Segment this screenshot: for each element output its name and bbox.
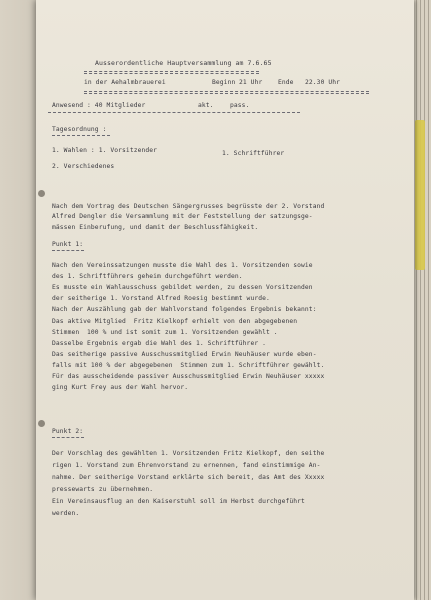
punkt1-line: Für das ausscheidende passiver Ausschussmitglied Erwin Neuhäuser xxxxx	[52, 373, 325, 380]
punkt2-line: rigen 1. Vorstand zum Ehrenvorstand zu ernennen, fand einstimmige An-	[52, 462, 321, 469]
punkt2-line: werden.	[52, 510, 80, 517]
punkt1-line: ging Kurt Frey aus der Wahl hervor.	[52, 384, 189, 391]
agenda-underline	[52, 135, 110, 136]
meeting-title: Ausserordentliche Hauptversammlung am 7.6.65	[95, 59, 272, 67]
punkt1-line: Nach den Vereinssatzungen musste die Wahl des 1. Vorsitzenden sowie	[52, 262, 313, 269]
agenda-item-2: 2. Verschiedenes	[52, 163, 115, 170]
title-underline	[84, 73, 259, 74]
punkt2-underline	[52, 437, 84, 438]
end-time: 22.30 Uhr	[305, 79, 341, 86]
agenda-item-1: 1. Wahlen : 1. Vorsitzender	[52, 147, 158, 154]
punkt2-line: nahme. Der seitherige Vorstand erklärte sich bereit, das Amt des Xxxxx	[52, 474, 325, 481]
punkt2-line: Ein Vereinsausflug an den Kaiserstuhl soll im Herbst durchgeführt	[52, 498, 305, 505]
attendance-underline	[48, 112, 300, 113]
punkt1-line: Es musste ein Wahlausschuss gebildet werden, zu dessen Vorsitzenden	[52, 284, 313, 291]
minutes-sheet	[36, 0, 414, 600]
begin-time: 21 Uhr	[239, 79, 263, 86]
attendance-pass: pass.	[230, 102, 250, 109]
agenda-heading: Tagesordnung :	[52, 126, 107, 133]
punkt1-underline	[52, 250, 84, 251]
agenda-item-1b: 1. Schriftführer	[222, 150, 285, 157]
intro-line: mässen Einberufung, und damit der Beschlussfähigkeit.	[52, 224, 259, 231]
header-underline	[84, 93, 369, 94]
punkt1-line: Nach der Auszählung gab der Wahlvorstand folgendes Ergebnis bekannt:	[52, 306, 317, 313]
punkt1-line: falls mit 100 % der abgegebenen Stimmen zum 1. Schriftführer gewählt.	[52, 362, 325, 369]
title-underline	[84, 71, 259, 72]
attendance-text: Anwesend : 40 Mitglieder	[52, 102, 146, 109]
end-label: Ende	[278, 79, 294, 86]
punkt1-line: Stimmen 100 % und ist somit zum 1. Vorsitzenden gewählt .	[52, 329, 278, 336]
punkt2-line: Der Vorschlag des gewählten 1. Vorsitzenden Fritz Kielkopf, den seithe	[52, 450, 325, 457]
meeting-location: in der Aehalmbrauerei	[84, 79, 166, 86]
punkt1-line: des 1. Schriftführers geheim durchgeführt werden.	[52, 273, 243, 280]
punkt1-line: Das aktive Mitglied Fritz Kielkopf erhielt von den abgegebenen	[52, 318, 298, 325]
intro-line: Alfred Dengler die Versammlung mit der Feststellung der satzungsge-	[52, 213, 313, 220]
begin-label: Beginn	[212, 79, 236, 86]
punkt2-line: pressewarts zu übernehmen.	[52, 486, 154, 493]
punch-hole	[38, 190, 45, 197]
intro-line: Nach dem Vortrag des Deutschen Sängergrusses begrüsste der 2. Vorstand	[52, 203, 325, 210]
punkt2-heading: Punkt 2:	[52, 428, 84, 435]
punkt1-line: der seitherige 1. Vorstand Alfred Roesig bestimmt wurde.	[52, 295, 270, 302]
attendance-akt: akt.	[198, 102, 214, 109]
yellow-divider-tab	[415, 120, 425, 270]
punkt1-line: Dasselbe Ergebnis ergab die Wahl des 1. Schriftführer .	[52, 340, 267, 347]
punch-hole	[38, 420, 45, 427]
punkt1-line: Das seitherige passive Ausschussmitglied Erwin Neuhäuser wurde eben-	[52, 351, 317, 358]
header-underline	[84, 91, 369, 92]
punkt1-heading: Punkt 1:	[52, 241, 84, 248]
